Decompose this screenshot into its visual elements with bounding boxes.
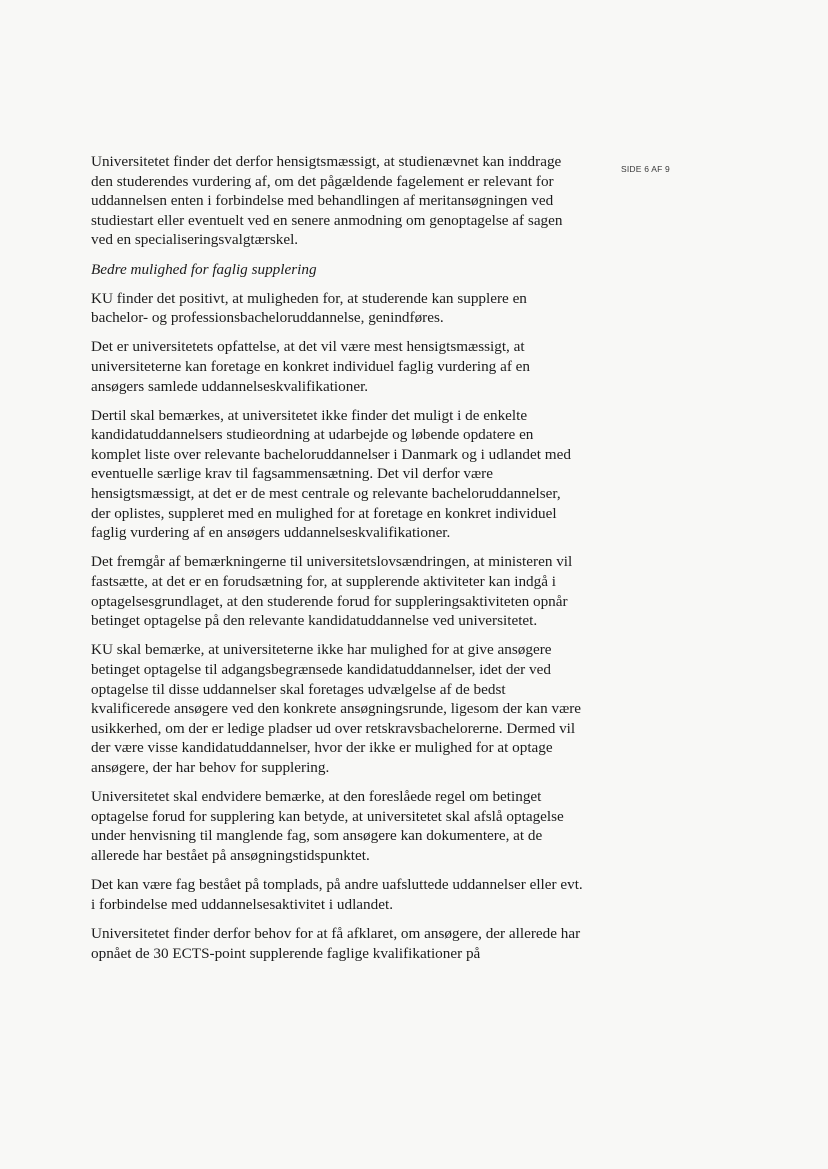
paragraph: Det kan være fag bestået på tomplads, på andre uafsluttede uddannelser eller evt. i forbindelse med uddannelsesaktivitet i udlandet. [91, 876, 583, 913]
section-heading: Bedre mulighed for faglig supplering [91, 260, 317, 278]
document-body [91, 152, 583, 963]
paragraph: Universitetet finder det derfor hensigtsmæssigt, at studienævnet kan inddrage den studerendes vurdering af, om det pågældende fagelement er relevant for uddannelsen enten i forbindelse med behandlingen af meritansøgningen ved studiestart eller eventuelt ved en senere anmodning om genoptagelse af sagen ved en specialiseringsvalgtærskel. [91, 153, 563, 249]
paragraph: Universitetet skal endvidere bemærke, at den foreslåede regel om betinget optagelse forud for supplering kan betyde, at universitetet skal afslå optagelse under henvisning til manglende fag, som ansøgere kan dokumentere, at de allerede har bestået på ansøgningstidspunktet. [91, 788, 564, 864]
paragraph: Det er universitetets opfattelse, at det vil være mest hensigtsmæssigt, at universiteterne kan foretage en konkret individuel faglig vurdering af en ansøgers samlede uddannelseskvalifikationer. [91, 338, 531, 395]
paragraph: KU finder det positivt, at muligheden for, at studerende kan supplere en bachelor- og professionsbacheloruddannelse, genindføres. [91, 289, 527, 327]
paragraph: KU skal bemærke, at universiteterne ikke har mulighed for at give ansøgere betinget optagelse til adgangsbegrænsede kandidatuddannelser, idet der ved optagelse til disse uddannelser skal foretages udvælgelse af de bedst kvalificerede ansøgere ved den konkrete ansøgningsrunde, ligesom der kan være usikkerhed, om der er ledige pladser ud over retskravsbachelorerne. Dermed vil der være visse kandidatuddannelser, hvor der ikke er mulighed for at optage ansøgere, der har behov for supplering. [91, 641, 582, 776]
page-number: SIDE 6 AF 9 [621, 164, 670, 174]
paragraph: Universitetet finder derfor behov for at få afklaret, om ansøgere, der allerede har opnået de 30 ECTS-point supplerende faglige kvalifikationer på [91, 924, 581, 962]
paragraph: Det fremgår af bemærkningerne til universitetslovsændringen, at ministeren vil fastsætte, at det er en forudsætning for, at supplerende aktiviteter kan indgå i optagelsesgrundlaget, at den studerende forud for suppleringsaktiviteten opnår betinget optagelse på den relevante kandidatuddannelse ved universitetet. [91, 553, 573, 630]
paragraph: Dertil skal bemærkes, at universitetet ikke finder det muligt i de enkelte kandidatuddannelsers studieordning at udarbejde og løbende opdatere en komplet liste over relevante bacheloruddannelser i Danmark og i udlandet med eventuelle særlige krav til fagsammensætning. Det vil derfor være hensigtsmæssigt, at det er de mest centrale og relevante bacheloruddannelser, der oplistes, suppleret med en mulighed for at foretage en konkret individuel faglig vurdering af en ansøgers uddannelseskvalifikationer. [91, 406, 571, 542]
